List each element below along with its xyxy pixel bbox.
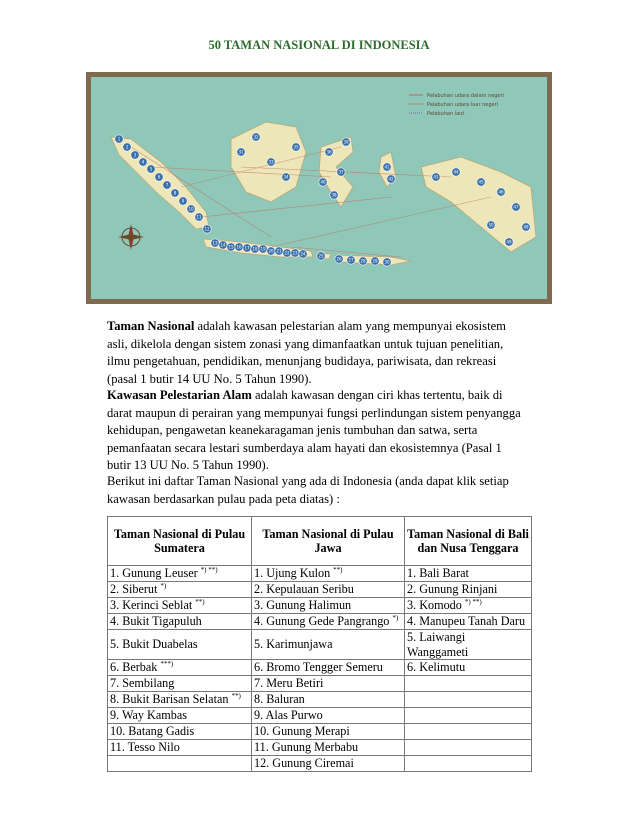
park-name: 11. Tesso Nilo [110,740,180,755]
park-marker[interactable] [227,243,235,251]
table-cell [405,756,532,772]
svg-text:8: 8 [173,190,177,196]
svg-text:21: 21 [276,248,282,254]
table-cell[interactable] [108,598,252,614]
table-cell[interactable] [405,566,532,582]
park-marker[interactable] [123,143,131,151]
page-title: 50 TAMAN NASIONAL DI INDONESIA [208,38,430,52]
park-name: 7. Meru Betiri [254,676,324,691]
legend-domestic: Pelabuhan udara dalam negeri [427,93,504,99]
park-name: 4. Manupeu Tanah Daru [407,614,526,629]
national-parks-table [107,516,532,772]
park-marker[interactable] [171,189,179,197]
compass-icon [118,224,144,250]
table-row [108,740,532,756]
table-cell [405,692,532,708]
legend-international: Pelabuhan udara luar negeri [427,102,499,108]
park-name: 1. Ujung Kulon [254,566,331,581]
svg-text:11: 11 [196,214,202,220]
map-legend [409,93,504,117]
table-row [108,692,532,708]
footnote-marker: *) **) [464,598,482,607]
footnote-marker: *) **) [200,566,218,575]
table-cell[interactable] [108,708,252,724]
park-marker[interactable] [195,213,203,221]
svg-text:43: 43 [433,174,439,180]
park-name: 4. Bukit Tigapuluh [110,614,202,629]
table-row [108,630,532,660]
intro-list-text: Berikut ini daftar Taman Nasional yang ada di Indonesia (anda dapat klik setiap kawasan berdasarkan pulau pada peta diatas) : [107,474,509,506]
park-marker[interactable] [347,256,355,264]
table-cell[interactable] [252,660,405,676]
table-cell[interactable] [108,676,252,692]
park-marker[interactable] [522,223,530,231]
term-taman-nasional: Taman Nasional [107,319,195,333]
table-cell[interactable] [405,582,532,598]
table-row [108,724,532,740]
table-row [108,708,532,724]
park-name: 1. Bali Barat [407,566,469,581]
indonesia-map[interactable] [86,72,552,304]
table-cell[interactable] [108,630,252,660]
svg-text:24: 24 [300,251,306,257]
park-marker[interactable] [283,249,291,257]
svg-text:22: 22 [284,250,290,256]
svg-text:34: 34 [283,174,289,180]
park-marker[interactable] [267,247,275,255]
park-marker[interactable] [179,197,187,205]
park-marker[interactable] [371,257,379,265]
park-marker[interactable] [325,148,333,156]
svg-text:1: 1 [117,136,121,142]
park-marker[interactable] [452,168,460,176]
park-marker[interactable] [342,138,350,146]
park-name: 1. Gunung Leuser [110,566,198,581]
table-cell [405,676,532,692]
svg-text:40: 40 [320,179,326,185]
park-marker[interactable] [203,225,211,233]
park-marker[interactable] [359,257,367,265]
svg-text:44: 44 [453,169,459,175]
park-name: 3. Gunung Halimun [254,598,352,613]
table-cell [405,724,532,740]
definition-kawasan-pelestarian [107,387,527,475]
map-canvas[interactable] [91,77,547,299]
park-name: 10. Batang Gadis [110,724,195,739]
footnote-marker: *) [392,614,399,623]
svg-text:35: 35 [293,144,299,150]
svg-text:49: 49 [506,239,512,245]
park-marker[interactable] [487,221,495,229]
table-row [108,598,532,614]
svg-text:26: 26 [336,256,342,262]
table-cell[interactable] [108,740,252,756]
svg-text:19: 19 [260,246,266,252]
svg-text:15: 15 [228,244,234,250]
park-name: 12. Gunung Ciremai [254,756,354,771]
park-marker[interactable] [317,252,325,260]
park-name: 8. Baluran [254,692,305,707]
svg-text:9: 9 [181,198,185,204]
park-name: 9. Alas Purwo [254,708,323,723]
svg-text:31: 31 [238,149,244,155]
table-row [108,756,532,772]
table-row [108,676,532,692]
park-name: 9. Way Kambas [110,708,187,723]
svg-text:30: 30 [384,259,390,265]
svg-text:17: 17 [244,245,250,251]
park-marker[interactable] [477,178,485,186]
park-marker[interactable] [115,135,123,143]
park-marker[interactable] [147,165,155,173]
park-marker[interactable] [292,143,300,151]
park-name: 5. Karimunjawa [254,637,333,652]
table-cell[interactable] [252,708,405,724]
park-marker[interactable] [282,173,290,181]
header-sumatera: Taman Nasional di Pulau Sumatera [108,517,252,566]
table-cell[interactable] [252,582,405,598]
svg-text:12: 12 [204,226,210,232]
table-row [108,660,532,676]
table-row [108,614,532,630]
park-marker[interactable] [155,173,163,181]
table-cell[interactable] [252,740,405,756]
park-name: 5. Bukit Duabelas [110,637,198,652]
svg-text:3: 3 [133,152,137,158]
definition-taman-nasional [107,318,527,388]
table-cell[interactable] [108,614,252,630]
park-marker[interactable] [259,245,267,253]
svg-text:33: 33 [268,159,274,165]
park-marker[interactable] [319,178,327,186]
park-marker[interactable] [131,151,139,159]
park-marker[interactable] [163,181,171,189]
park-marker[interactable] [291,249,299,257]
park-marker[interactable] [275,247,283,255]
svg-text:47: 47 [513,204,519,210]
svg-text:25: 25 [318,253,324,259]
footnote-marker: ***) [160,660,174,669]
park-marker[interactable] [243,244,251,252]
table-cell[interactable] [405,598,532,614]
svg-text:4: 4 [141,159,145,165]
table-row [108,582,532,598]
svg-text:41: 41 [384,164,390,170]
park-marker[interactable] [139,158,147,166]
svg-text:38: 38 [331,192,337,198]
table-cell[interactable] [108,582,252,598]
park-marker[interactable] [267,158,275,166]
table-cell[interactable] [252,756,405,772]
legend-sea-port: Pelabuhan laut [427,111,465,117]
park-marker[interactable] [237,148,245,156]
table-cell[interactable] [252,692,405,708]
svg-text:14: 14 [220,242,226,248]
svg-text:20: 20 [268,248,274,254]
table-cell [405,708,532,724]
park-marker[interactable] [387,175,395,183]
header-bali-nusa-tenggara: Taman Nasional di Bali dan Nusa Tenggara [405,517,532,566]
park-name: 10. Gunung Merapi [254,724,350,739]
table-cell[interactable] [405,614,532,630]
table-cell[interactable] [108,724,252,740]
table-cell[interactable] [108,566,252,582]
park-name: 5. Laiwangi Wanggameti [407,630,469,659]
park-name: 2. Kepulauan Seribu [254,582,354,597]
table-cell[interactable] [405,660,532,676]
park-marker[interactable] [337,168,345,176]
park-marker[interactable] [505,238,513,246]
table-cell[interactable] [108,660,252,676]
park-name: 6. Kelimutu [407,660,466,675]
svg-text:28: 28 [360,258,366,264]
park-name: 4. Gunung Gede Pangrango [254,614,390,629]
table-cell[interactable] [252,676,405,692]
definition-text-1: adalah kawasan pelestarian alam yang mempunyai ekosistem asli, dikelola dengan sistem zonasi yang dimanfaatkan untuk tujuan penelitian, ilmu pengetahuan, pendidikan, menunjang budidaya, pariwisata, dan rekreasi (pasal 1 butir 14 UU No. 5 Tahun 1990). [107,319,506,386]
svg-text:10: 10 [188,206,194,212]
park-marker[interactable] [299,250,307,258]
park-name: 8. Bukit Barisan Selatan [110,692,229,707]
svg-text:42: 42 [388,176,394,182]
table-cell[interactable] [252,598,405,614]
svg-text:5: 5 [149,166,153,172]
park-name: 11. Gunung Merbabu [254,740,359,755]
svg-text:6: 6 [157,174,161,180]
park-marker[interactable] [383,163,391,171]
footnote-marker: **) [333,566,343,575]
svg-text:27: 27 [348,257,354,263]
header-jawa: Taman Nasional di Pulau Jawa [252,517,405,566]
svg-text:36: 36 [326,149,332,155]
park-name: 2. Siberut [110,582,158,597]
svg-text:16: 16 [236,244,242,250]
svg-text:45: 45 [478,179,484,185]
footnote-marker: **) [195,598,205,607]
park-marker[interactable] [211,239,219,247]
svg-text:48: 48 [523,224,529,230]
svg-text:46: 46 [498,189,504,195]
definition-text-2: adalah kawasan dengan ciri khas tertentu, baik di darat maupun di perairan yang mempunyai fungsi perlindungan sistem penyangga kehidupan, pengawetan keanekaragaman jenis tumbuhan dan satwa, serta pemanfaatan secara lestari sumberdaya alam hayati dan ekosistemnya (Pasal 1 butir 13 UU No. 5 Tahun 1990). [107,388,521,473]
park-marker[interactable] [251,245,259,253]
park-marker[interactable] [252,133,260,141]
table-cell [405,740,532,756]
park-marker[interactable] [330,191,338,199]
term-kawasan-pelestarian: Kawasan Pelestarian Alam [107,388,252,402]
table-cell[interactable] [252,614,405,630]
park-marker[interactable] [432,173,440,181]
park-marker[interactable] [497,188,505,196]
svg-text:18: 18 [252,246,258,252]
table-cell[interactable] [405,630,532,660]
svg-text:2: 2 [125,144,129,150]
park-name: 3. Komodo [407,598,462,613]
svg-text:13: 13 [212,240,218,246]
map-svg[interactable] [91,77,547,299]
svg-text:39: 39 [343,139,349,145]
park-marker[interactable] [235,243,243,251]
footnote-marker: **) [231,692,241,701]
park-name: 7. Sembilang [110,676,175,691]
park-marker[interactable] [335,255,343,263]
table-cell[interactable] [252,566,405,582]
svg-text:50: 50 [488,222,494,228]
table-cell [108,756,252,772]
svg-text:7: 7 [165,182,169,188]
park-name: 6. Bromo Tengger Semeru [254,660,383,675]
park-marker[interactable] [187,205,195,213]
table-cell[interactable] [252,630,405,660]
park-marker[interactable] [219,241,227,249]
svg-text:37: 37 [338,169,344,175]
table-cell[interactable] [252,724,405,740]
svg-text:29: 29 [372,258,378,264]
footnote-marker: *) [160,582,167,591]
svg-text:32: 32 [253,134,259,140]
table-cell[interactable] [108,692,252,708]
table-row [108,566,532,582]
svg-text:23: 23 [292,250,298,256]
park-name: 2. Gunung Rinjani [407,582,498,597]
park-name: 3. Kerinci Seblat [110,598,193,613]
table-header-row [108,517,532,566]
park-marker[interactable] [383,258,391,266]
park-name: 6. Berbak [110,660,158,675]
park-marker[interactable] [512,203,520,211]
